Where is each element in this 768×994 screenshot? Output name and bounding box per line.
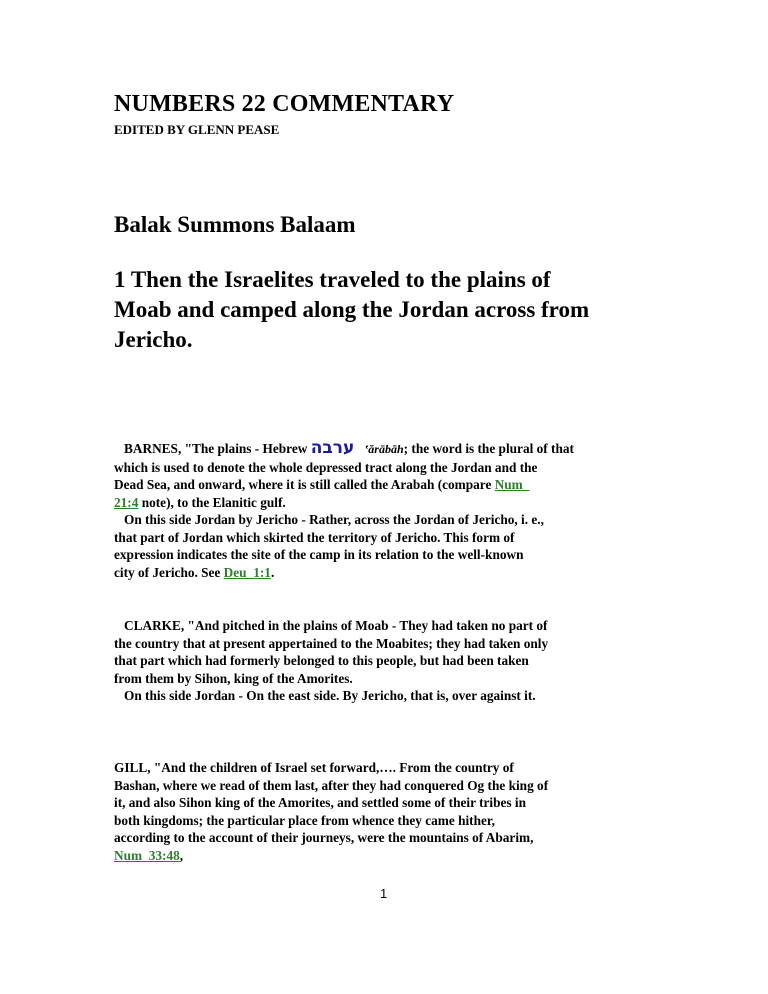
page-number: 1	[380, 886, 388, 901]
barnes-intro: BARNES, "The plains - Hebrew	[124, 441, 308, 456]
text-line: it, and also Sihon king of the Amorites, and settled some of their tribes in	[114, 795, 526, 810]
document-title: NUMBERS 22 COMMENTARY	[114, 91, 455, 117]
text-line	[114, 476, 654, 494]
text-line: Bashan, where we read of them last, after they had conquered Og the king of	[114, 777, 549, 793]
text-line: On this side Jordan by Jericho - Rather, across the Jordan of Jericho, i. e.,	[124, 512, 544, 527]
gill-line-tail: ,	[179, 847, 184, 863]
text-line: the country that at present appertained to the Moabites; they had taken only	[114, 635, 549, 651]
verse-line: 1 Then the Israelites traveled to the plains of	[114, 267, 551, 292]
text-line: GILL, "And the children of Israel set forward,…. From the country of	[114, 760, 514, 775]
barnes-line: city of Jericho. See	[114, 564, 221, 580]
scripture-link-deu-1-1[interactable]: Deu_1:1	[223, 564, 271, 580]
scripture-link-num-21-4[interactable]: Num_	[494, 477, 530, 492]
text-line: which is used to denote the whole depressed tract along the Jordan and the	[114, 459, 538, 475]
text-line	[114, 564, 654, 582]
verse-line: Moab and camped along the Jordan across from	[114, 297, 590, 322]
scripture-link-num-21-4-cont[interactable]: 21:4	[114, 494, 139, 510]
text-line: according to the account of their journeys, were the mountains of Abarim,	[114, 830, 534, 845]
clarke-commentary	[114, 617, 654, 705]
text-line	[114, 440, 654, 459]
gill-commentary	[114, 759, 654, 864]
text-line: CLARKE, "And pitched in the plains of Moab - They had taken no part of	[124, 618, 548, 633]
text-line: from them by Sihon, king of the Amorites.	[114, 670, 353, 686]
text-line	[114, 847, 654, 865]
barnes-line-tail: .	[270, 564, 275, 580]
text-line: that part which had formerly belonged to this people, but had been taken	[114, 653, 529, 668]
transliteration: ‛ărābāh	[364, 442, 404, 456]
hebrew-word: ערבה	[310, 438, 355, 458]
editor-credit: EDITED BY GLENN PEASE	[114, 122, 280, 137]
text-line: On this side Jordan - On the east side. By Jericho, that is, over against it.	[124, 688, 536, 703]
text-line: both kingdoms; the particular place from whence they came hither,	[114, 812, 495, 828]
barnes-commentary	[114, 440, 654, 581]
barnes-line: Dead Sea, and onward, where it is still called the Arabah (compare	[114, 477, 492, 492]
text-line	[114, 494, 654, 512]
barnes-line-tail: ; the word is the plural of that	[403, 441, 574, 456]
scripture-link-num-33-48[interactable]: Num_33:48	[114, 847, 180, 863]
text-line: expression indicates the site of the camp in its relation to the well-known	[114, 547, 524, 562]
text-line: that part of Jordan which skirted the territory of Jericho. This form of	[114, 529, 515, 545]
section-heading: Balak Summons Balaam	[114, 212, 356, 237]
barnes-line: note), to the Elanitic gulf.	[138, 494, 286, 510]
verse-text	[114, 265, 654, 355]
verse-line: Jericho.	[114, 327, 193, 352]
